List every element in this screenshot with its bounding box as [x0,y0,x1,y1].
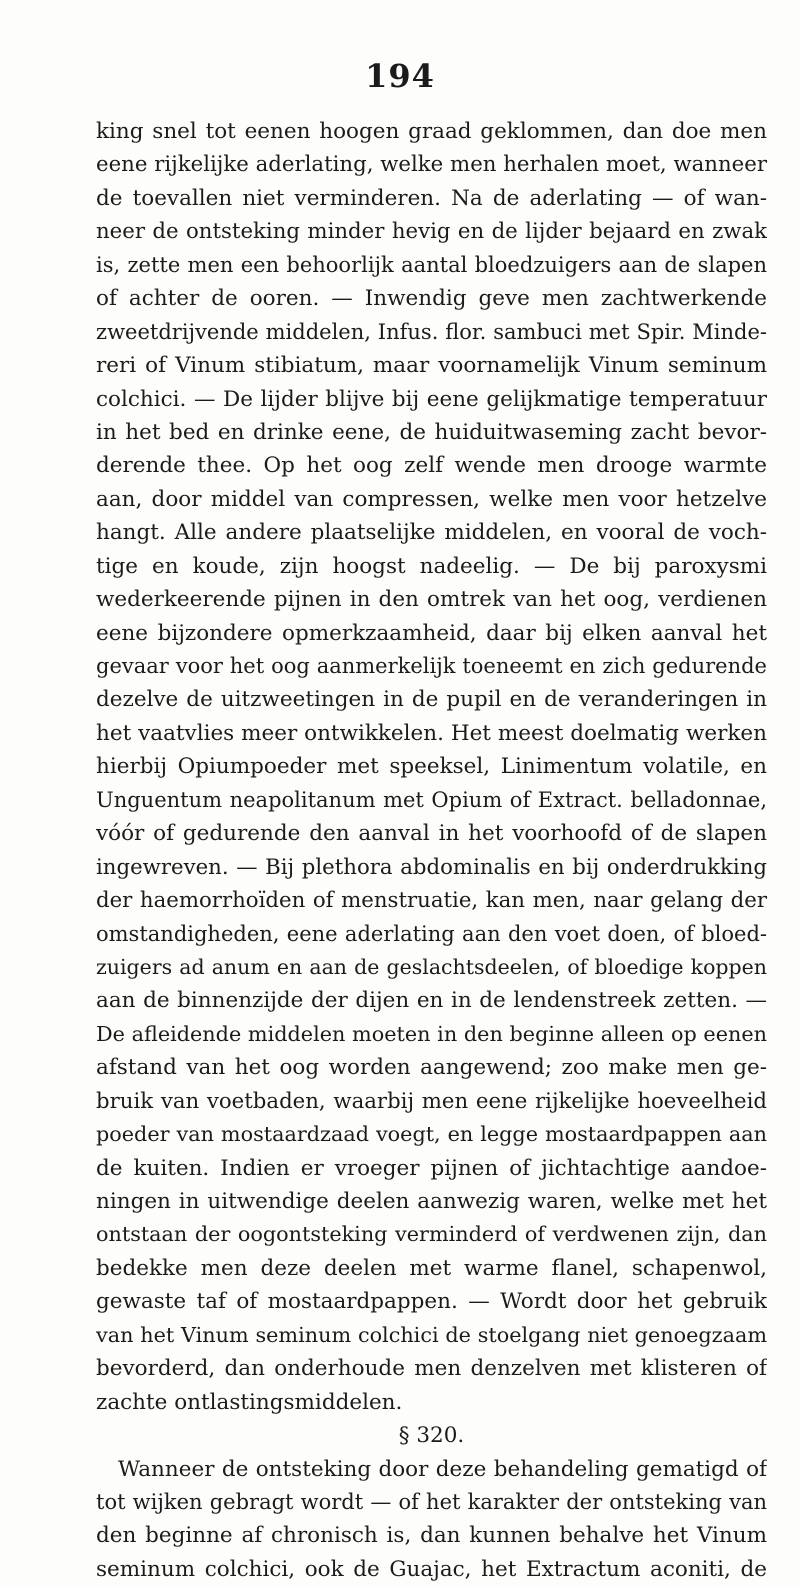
text-line: ningen in uitwendige deelen aanwezig waren, welke met het [96,1189,767,1214]
text-line: tot wijken gebragt wordt — of het karakter der ontsteking van [96,1489,767,1514]
text-line: bruik van voetbaden, waarbij men eene rijkelijke hoeveelheid [96,1088,767,1114]
text-line: bedekke men deze deelen met warme flanel, schapenwol, [96,1255,767,1281]
text-line: zuigers ad anum en aan de geslachtsdeelen, of bloedige koppen [96,954,767,979]
page-number: 194 [365,57,435,95]
text-line: afstand van het oog worden aangewend; zoo make men ge- [96,1055,767,1081]
text-line: is, zette men een behoorlijk aantal bloedzuigers aan de slapen [96,252,767,277]
text-line: gevaar voor het oog aanmerkelijk toeneemt en zich gedurende [96,654,767,678]
text-line-paragraph-start: Wanneer de ontsteking door deze behandeling gematigd of [118,1456,767,1482]
text-line: aan de binnenzijde der dijen en in de lendenstreek zetten. — [96,988,767,1014]
text-line: wederkeerende pijnen in den omtrek van het oog, verdienen [96,587,767,613]
text-line: tige en koude, zijn hoogst nadeelig. — De bij paroxysmi [96,553,767,579]
section-heading: § 320. [398,1423,465,1449]
text-line-paragraph-end: zachte ontlastingsmiddelen. [96,1389,403,1415]
text-line: eene rijkelijke aderlating, welke men herhalen moet, wanneer [96,152,767,178]
text-line: den beginne af chronisch is, dan kunnen behalve het Vinum [96,1523,767,1549]
text-line: reri of Vinum stibiatum, maar voornamelijk Vinum seminum [96,353,767,379]
text-line: eene bijzondere opmerkzaamheid, daar bij elken aanval het [96,620,767,646]
text-line: hangt. Alle andere plaatselijke middelen, en vooral de voch- [96,520,767,546]
text-line: vóór of gedurende den aanval in het voorhoofd of de slapen [96,821,767,847]
text-line: Unguentum neapolitanum met Opium of Extract. belladonnae, [96,787,767,812]
text-line: het vaatvlies meer ontwikkelen. Het meest doelmatig werken [96,720,767,746]
text-line: of achter de ooren. — Inwendig geve men zachtwerkende [96,286,767,312]
text-line: colchici. — De lijder blijve bij eene gelijkmatige temperatuur [96,386,767,412]
text-line: hierbij Opiumpoeder met speeksel, Linimentum volatile, en [96,754,767,780]
text-line: bevorderd, dan onderhoude men denzelven met klisteren of [96,1356,767,1382]
text-line: der haemorrhoïden of menstruatie, kan men, naar gelang der [96,888,767,914]
text-line: seminum colchici, ook de Guajac, het Extractum aconiti, de [96,1556,767,1582]
text-line: zweetdrijvende middelen, Infus. flor. sambuci met Spir. Minde- [96,319,767,344]
text-line: van het Vinum seminum colchici de stoelgang niet genoegzaam [96,1322,767,1347]
text-line: dezelve de uitzweetingen in de pupil en de veranderingen in [96,687,767,713]
body-text [96,115,767,1586]
text-line: De afleidende middelen moeten in den beginne alleen op eenen [96,1021,767,1046]
text-line: de kuiten. Indien er vroeger pijnen of jichtachtige aandoe- [96,1155,767,1181]
text-line: ingewreven. — Bij plethora abdominalis en bij onderdrukking [96,854,767,880]
text-line: gewaste taf of mostaardpappen. — Wordt door het gebruik [96,1289,767,1315]
text-line: neer de ontsteking minder hevig en de lijder bejaard en zwak [96,219,767,245]
text-line: omstandigheden, eene aderlating aan den voet doen, of bloed- [96,921,767,946]
text-line: in het bed en drinke eene, de huiduitwaseming zacht bevor- [96,419,767,445]
text-line: de toevallen niet verminderen. Na de aderlating — of wan- [96,185,767,211]
text-line: ontstaan der oogontsteking verminderd of verdwenen zijn, dan [96,1222,767,1247]
text-line: aan, door middel van compressen, welke men voor hetzelve [96,486,767,512]
text-line: poeder van mostaardzaad voegt, en legge mostaardpappen aan [96,1122,767,1147]
text-line: derende thee. Op het oog zelf wende men drooge warmte [96,453,767,479]
text-line: king snel tot eenen hoogen graad geklommen, dan doe men [96,119,767,144]
